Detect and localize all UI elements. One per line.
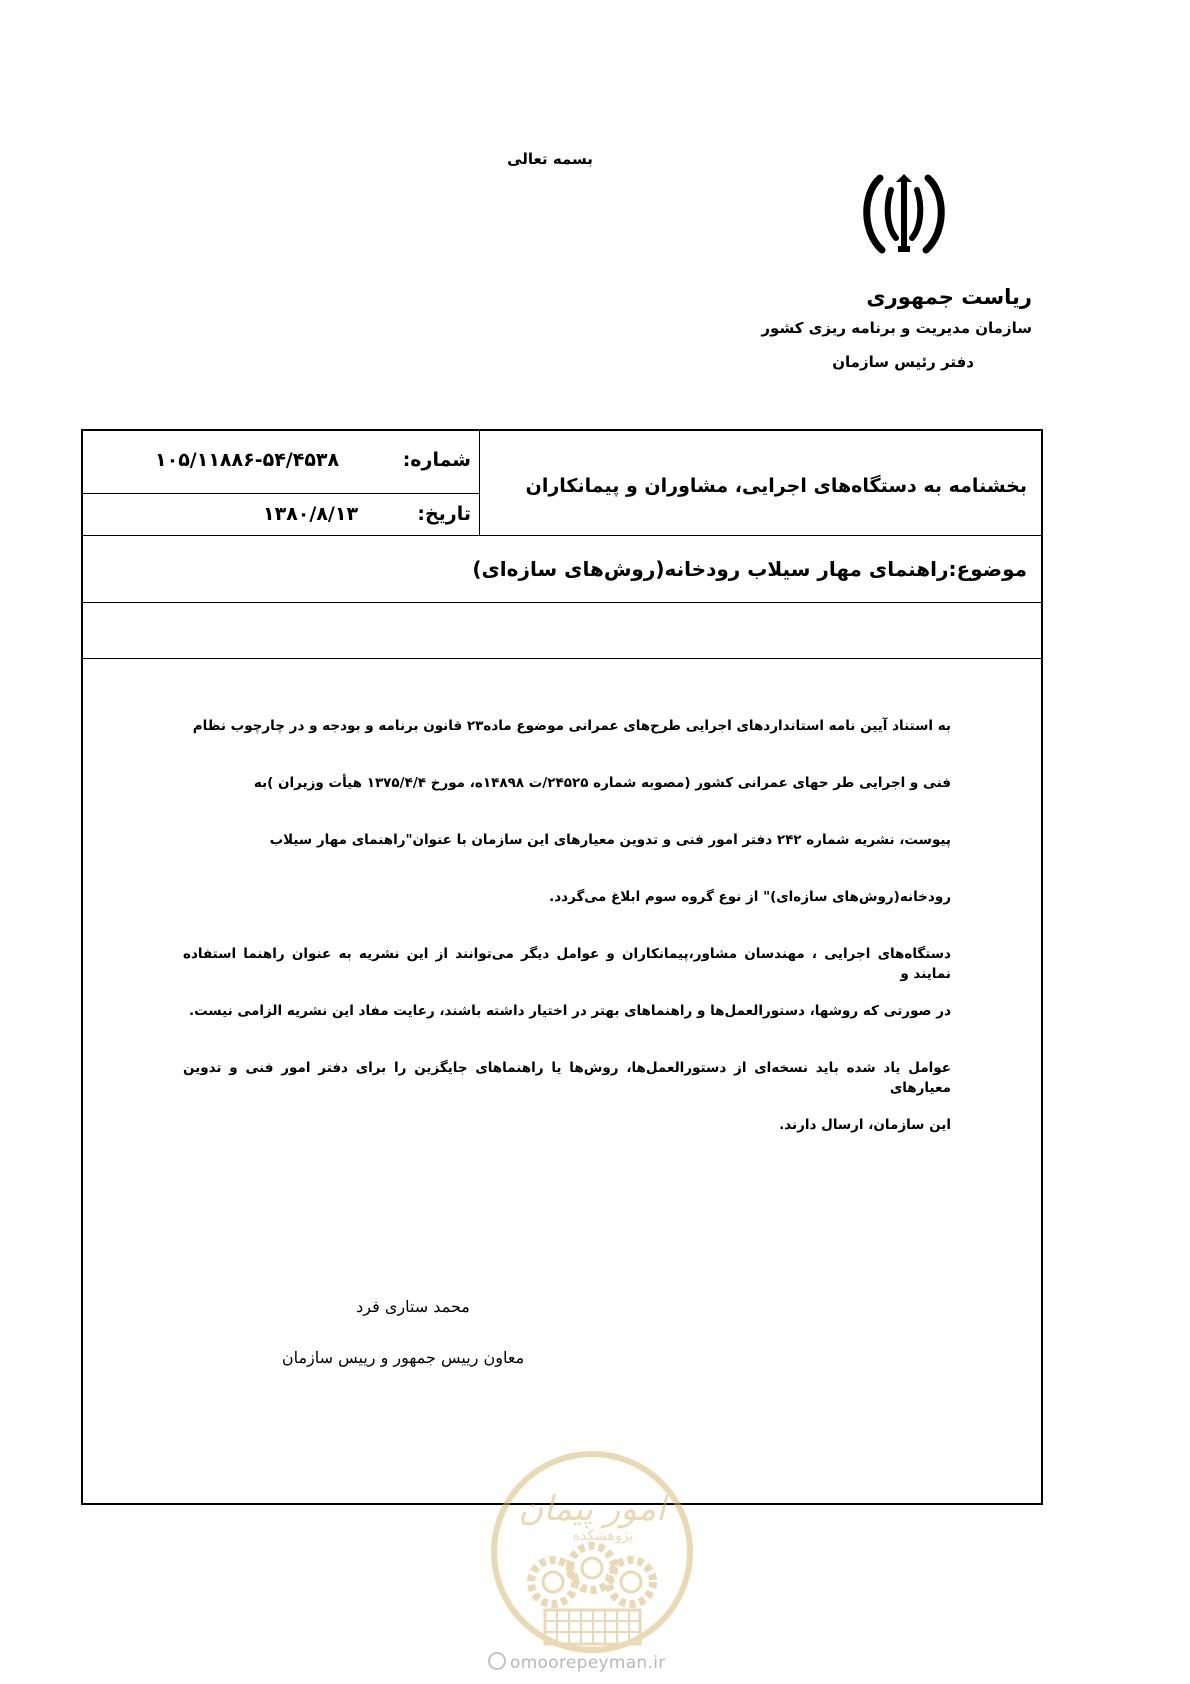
blank-row <box>83 602 1041 659</box>
body-line: در صورتی که روشها، دستورالعمل‌ها و راهنماهای بهتر در اختیار داشته باشند، رعایت مفاد این نشریه الزامی نیست. <box>188 1003 951 1019</box>
circular-title: بخشنامه به دستگاه‌های اجرایی، مشاوران و پیمانکاران <box>525 475 1027 497</box>
number-label: شماره: <box>402 449 471 471</box>
organization-name: سازمان مدیریت و برنامه ریزی کشور <box>761 319 1032 337</box>
body-line: پیوست، نشریه شماره ۲۴۲ دفتر امور فنی و تدوین معیارهای این سازمان با عنوان"راهنمای مهار سیلاب <box>269 832 951 848</box>
date-value: ۱۳۸۰/۸/۱۳ <box>263 503 359 525</box>
number-value: ۱۰۵/۱۱۸۸۶-۵۴/۴۵۳۸ <box>155 449 340 471</box>
body-line: فنی و اجرایی طر حهای عمرانی کشور (مصوبه شماره ۲۴۵۲۵/ت ۱۴۸۹۸ه، مورخ ۱۳۷۵/۴/۴ هیأت وزیران )به <box>253 775 951 791</box>
date-row <box>83 493 479 535</box>
presidency-title: ریاست جمهوری <box>866 285 1032 309</box>
watermark-logo-icon <box>485 1432 700 1672</box>
iran-emblem-icon <box>858 172 950 258</box>
signatory-title: معاون رییس جمهور و رییس سازمان <box>281 1348 525 1367</box>
footer-website <box>488 1652 666 1673</box>
body-text <box>183 716 951 1172</box>
subject-row <box>83 535 1041 603</box>
body-line: به استناد آیین نامه استانداردهای اجرایی طرح‌های عمرانی موضوع ماده۲۳ قانون برنامه و بودجه و در چارچوب نظام <box>192 718 951 734</box>
letter-header-row <box>83 431 1041 536</box>
signatory-name: محمد ستاری فرد <box>356 1297 470 1316</box>
invocation-text: بسمه تعالی <box>507 150 593 168</box>
body-line: رودخانه(روش‌های سازه‌ای)" از نوع گروه سوم ابلاغ می‌گردد. <box>549 889 951 905</box>
instagram-icon <box>488 1652 506 1670</box>
office-name: دفتر رئیس سازمان <box>832 353 974 371</box>
body-line: این سازمان، ارسال دارند. <box>779 1117 951 1133</box>
website-text: omoorepeyman.ir <box>510 1653 666 1673</box>
letter-frame <box>81 429 1043 1505</box>
subject-line: موضوع:راهنمای مهار سیلاب رودخانه(روش‌های سازه‌ای) <box>472 557 1027 581</box>
body-line: دستگاه‌های اجرایی ، مهندسان مشاور،پیمانکاران و عوامل دیگر می‌توانند از این نشریه به عنوان راهنما استفاده نمایند و <box>183 946 951 982</box>
body-line: عوامل یاد شده باید نسخه‌ای از دستورالعمل‌ها، روش‌ها یا راهنماهای جایگزین را برای دفتر امور فنی و تدوین معیارهای <box>183 1060 951 1096</box>
organization-block <box>761 285 1032 371</box>
watermark-subtitle: پژوهشکده <box>572 1528 634 1544</box>
meta-box <box>83 431 480 535</box>
date-label: تاریخ: <box>417 503 471 525</box>
number-row <box>83 431 479 494</box>
watermark-title: امور پیمان <box>518 1489 666 1529</box>
